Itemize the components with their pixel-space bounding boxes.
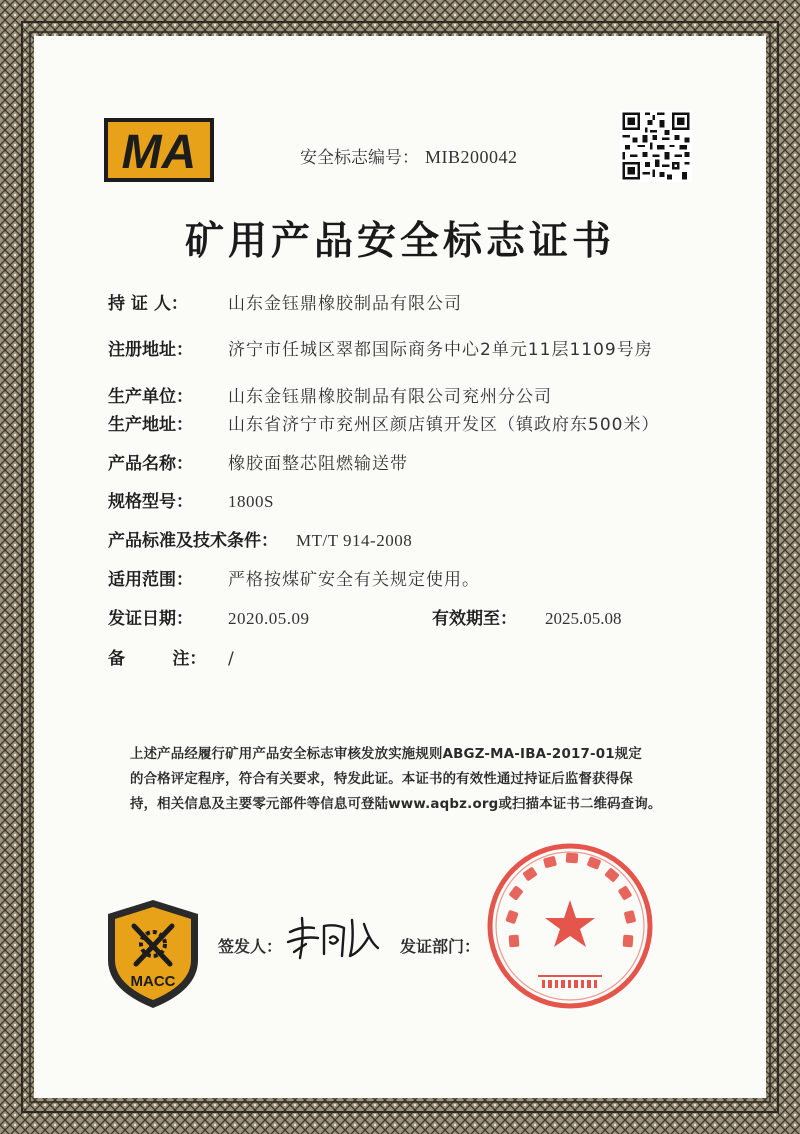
safety-no-value: MIB200042 (425, 147, 518, 167)
expiry-row (432, 604, 622, 634)
scope-row (108, 565, 480, 595)
remarks-label: 备 注： (108, 649, 207, 669)
scope-label: 适用范围： (108, 570, 193, 590)
reg-address-label: 注册地址： (108, 340, 193, 360)
qr-code-icon (620, 110, 692, 182)
ma-logo-text: MA (121, 126, 197, 179)
signer-label: 签发人： (218, 937, 283, 956)
product-name-row (108, 449, 408, 479)
expiry-label: 有效期至： (432, 609, 517, 629)
holder-row (108, 289, 462, 319)
certificate-statement (130, 742, 706, 817)
holder-value: 山东金钰鼎橡胶制品有限公司 (228, 294, 462, 314)
prod-address-label: 生产地址： (108, 415, 193, 435)
producer-value: 山东金钰鼎橡胶制品有限公司兖州分公司 (228, 387, 552, 407)
standard-label: 产品标准及技术条件： (108, 531, 278, 551)
issue-date-row (108, 604, 310, 634)
prod-address-value: 山东省济宁市兖州区颜店镇开发区（镇政府东500米） (228, 415, 660, 435)
safety-mark-number (300, 143, 518, 168)
macc-badge-logo (104, 898, 202, 1010)
producer-label: 生产单位： (108, 387, 193, 407)
statement-line: 的合格评定程序，符合有关要求，特发此证。本证书的有效性通过持证后监督获得保 (130, 772, 633, 787)
model-value: 1800S (228, 492, 274, 511)
handwritten-signature (284, 912, 384, 964)
model-label: 规格型号： (108, 492, 193, 512)
model-row (108, 487, 274, 517)
holder-label: 持 证 人： (108, 294, 188, 314)
reg-address-value: 济宁市任城区翠都国际商务中心2单元11层1109号房 (228, 340, 653, 360)
product-name-value: 橡胶面整芯阻燃输送带 (228, 454, 408, 474)
official-red-seal (486, 842, 654, 1010)
macc-text: MACC (130, 973, 176, 990)
standard-value: MT/T 914-2008 (296, 531, 413, 550)
producer-row (108, 382, 552, 412)
remarks-row (108, 644, 235, 674)
certificate-title: 矿用产品安全标志证书 (184, 219, 615, 264)
remarks-value: / (228, 649, 235, 669)
issuing-dept-label: 发证部门： (400, 937, 481, 956)
issue-date-value: 2020.05.09 (228, 609, 310, 628)
ma-logo (104, 118, 214, 182)
reg-address-row (108, 335, 653, 365)
statement-line: 上述产品经履行矿用产品安全标志审核发放实施规则ABGZ-MA-IBA-2017-01规定 (130, 747, 642, 762)
prod-address-row (108, 410, 659, 440)
safety-no-label: 安全标志编号： (300, 148, 419, 168)
expiry-value: 2025.05.08 (545, 609, 622, 628)
statement-line: 持，相关信息及主要零元部件等信息可登陆www.aqbz.org或扫描本证书二维码查询。 (130, 797, 662, 812)
product-name-label: 产品名称： (108, 454, 193, 474)
scope-value: 严格按煤矿安全有关规定使用。 (228, 570, 480, 590)
standard-row (108, 526, 412, 556)
issue-date-label: 发证日期： (108, 609, 193, 629)
